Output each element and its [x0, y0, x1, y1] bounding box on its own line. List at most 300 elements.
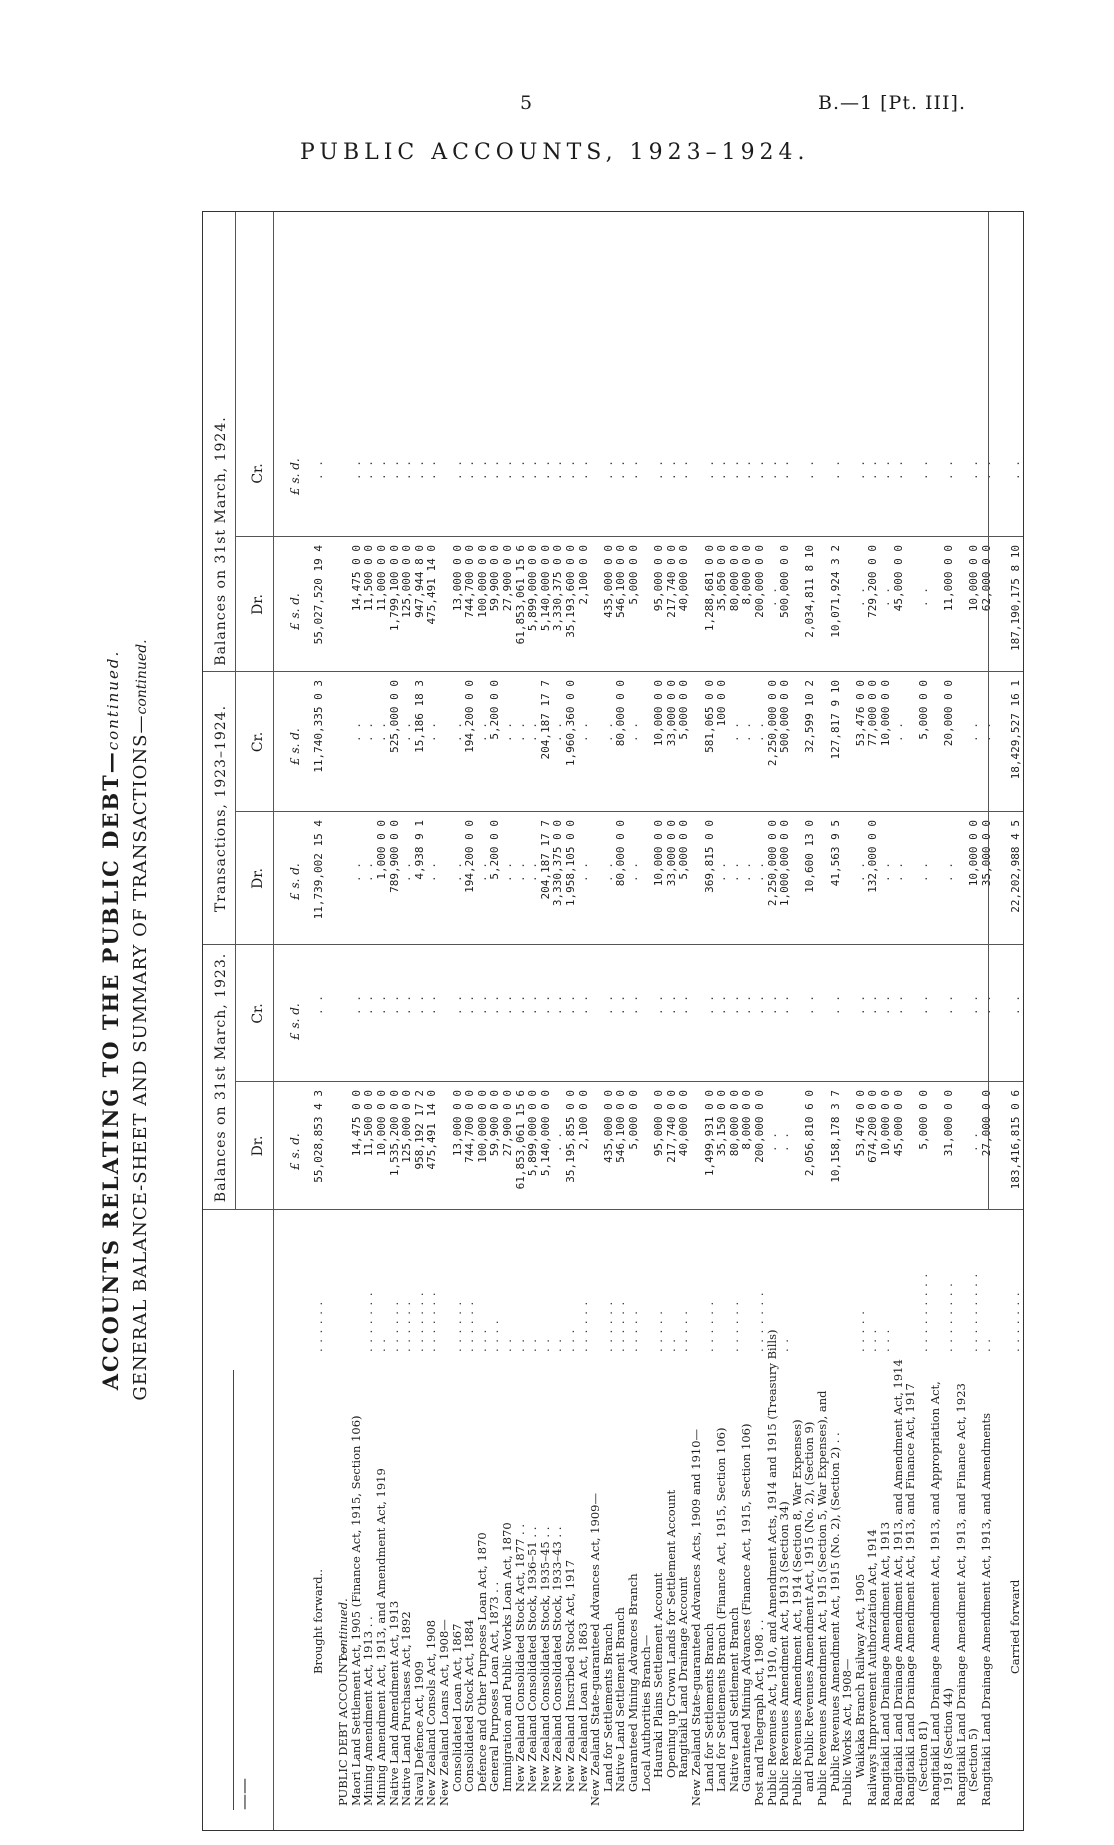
row-label: Rangitaiki Land Drainage Amendment Act, 1913, and Finance Act, 1917: [903, 1383, 918, 1806]
amount-cell: 11,739,002 15 4: [312, 820, 325, 920]
row-label: Public Revenues Amendment Act, 1915 (No. 2), (Section 2) . .: [827, 1432, 842, 1792]
group-header-transactions: Transactions, 1923–1924.: [213, 704, 229, 913]
empty-cell-dots: . .: [891, 722, 905, 742]
amount-cell: 435,000 0 0: [601, 1090, 615, 1163]
empty-cell-dots: . .: [425, 995, 439, 1015]
empty-cell-dots: . .: [564, 995, 577, 1015]
amount-cell: 27,000 0 0: [979, 1090, 993, 1157]
amount-cell: 369,815 0 0: [702, 820, 716, 893]
leader-dots: . .: [663, 1338, 678, 1352]
empty-cell-dots: . .: [450, 722, 464, 742]
row-label: Consolidated Loan Act, 1867: [449, 1623, 464, 1792]
row-label: Post and Telegraph Act, 1908 . .: [752, 1619, 766, 1806]
empty-cell-dots: . .: [664, 460, 678, 480]
empty-cell-dots: . .: [475, 862, 489, 882]
empty-cell-dots: . .: [425, 862, 439, 882]
leader-dots: . . .: [878, 1328, 892, 1352]
total-rule: [988, 212, 989, 1210]
row-label: Brought forward..: [311, 1569, 325, 1674]
amount-cell: 5,000 0 0: [916, 1090, 930, 1150]
leader-dots: . . . . . .: [600, 1300, 615, 1352]
amount-cell: 45,000 0 0: [891, 545, 905, 612]
empty-cell-dots: . .: [891, 862, 905, 882]
amount-cell: 2,250,000 0 0: [765, 820, 779, 907]
amount-cell: 204,187 17 7: [538, 680, 552, 760]
amount-cell: 2,034,811 8 10: [803, 545, 817, 638]
table-row: [1008, 210, 1023, 1830]
leader-dots: . . . . . .: [613, 1300, 628, 1352]
amount-cell: 217,740 0 0: [664, 545, 678, 618]
amount-cell: 35,195,855 0 0: [564, 1090, 577, 1183]
amount-cell: 95,000 0 0: [652, 1090, 666, 1157]
empty-cell-dots: . .: [576, 722, 590, 742]
amount-cell: 35,193,600 0 0: [564, 545, 577, 638]
amount-cell: 132,000 0 0: [866, 820, 880, 893]
amount-cell: 5,000 0 0: [627, 1090, 640, 1150]
amount-cell: 41,563 9 5: [828, 820, 842, 887]
amount-cell: 10,071,924 3 2: [828, 545, 842, 638]
leader-dots: . .: [537, 1338, 552, 1352]
row-label-suffix: continued.: [336, 1598, 351, 1660]
empty-cell-dots: . .: [627, 460, 640, 480]
rotated-ledger-page: [80, 195, 1040, 1845]
empty-cell-dots: . .: [765, 1132, 779, 1152]
empty-cell-dots: . .: [387, 995, 401, 1015]
row-label: New Zealand Inscribed Stock Act, 1917: [563, 1559, 577, 1792]
amount-cell: 11,500 0 0: [362, 545, 376, 612]
amount-cell: 5,000 0 0: [627, 545, 640, 605]
empty-cell-dots: . .: [576, 995, 590, 1015]
empty-cell-dots: . .: [627, 862, 640, 882]
empty-cell-dots: . .: [979, 722, 993, 742]
amount-cell: 4,938 9 1: [412, 820, 426, 880]
empty-cell-dots: . .: [627, 995, 640, 1015]
balance-sheet-table: [202, 211, 1024, 1831]
units-dr-1924: £ s. d.: [288, 593, 302, 630]
amount-cell: 127,817 9 10: [828, 680, 842, 760]
row-label: Public Revenues Amendment Act, 1913 (Section 34): [777, 1501, 792, 1806]
empty-cell-dots: . .: [349, 722, 363, 742]
leader-dots: . . . . . .: [726, 1300, 741, 1352]
empty-cell-dots: . .: [387, 460, 401, 480]
col-dr-transactions: Dr.: [250, 868, 266, 889]
amount-cell: 11,000 0 0: [375, 545, 388, 612]
empty-cell-dots: . .: [778, 460, 792, 480]
row-label: Local Authorities Branch—: [638, 1634, 653, 1792]
empty-cell-dots: . .: [475, 460, 489, 480]
amount-cell: 729,200 0 0: [866, 545, 880, 618]
row-label: Land for Settlements Branch (Finance Act, 1915, Section 106): [714, 1427, 729, 1792]
amount-cell: 194,200 0 0: [463, 820, 477, 893]
amount-cell: 187,190,175 8 10: [1009, 545, 1022, 651]
empty-cell-dots: . .: [967, 460, 981, 480]
amount-cell: 10,158,178 3 7: [828, 1090, 842, 1183]
empty-cell-dots: . .: [778, 995, 792, 1015]
amount-cell: 32,599 10 2: [803, 680, 817, 753]
empty-cell-dots: . .: [526, 722, 540, 742]
amount-cell: 100 0 0: [715, 680, 729, 727]
empty-cell-dots: . .: [576, 862, 590, 882]
empty-cell-dots: . .: [475, 995, 489, 1015]
amount-cell: 55,027,520 19 4: [312, 545, 325, 645]
row-label: Land for Settlements Branch: [600, 1622, 615, 1792]
empty-cell-dots: . .: [564, 460, 577, 480]
amount-cell: 3,330,375 0 0: [551, 545, 565, 632]
empty-cell-dots: . .: [753, 722, 766, 742]
row-label: Public Works Act, 1908—: [840, 1658, 855, 1806]
empty-cell-dots: . .: [551, 995, 565, 1015]
amount-cell: 15,186 18 3: [412, 680, 426, 753]
amount-cell: 59,900 0 0: [488, 1090, 502, 1157]
empty-cell-dots: . .: [740, 722, 754, 742]
amount-cell: 10,000 0 0: [652, 820, 666, 887]
amount-cell: 525,000 0 0: [387, 680, 401, 753]
empty-cell-dots: . .: [450, 460, 464, 480]
empty-cell-dots: . .: [362, 722, 376, 742]
amount-cell: 22,202,988 4 5: [1009, 820, 1022, 913]
amount-cell: 217,740 0 0: [664, 1090, 678, 1163]
amount-cell: 40,000 0 0: [677, 545, 691, 612]
amount-cell: 14,475 0 0: [349, 545, 363, 612]
empty-cell-dots: . .: [425, 460, 439, 480]
empty-cell-dots: . .: [891, 460, 905, 480]
empty-cell-dots: . .: [652, 995, 666, 1015]
empty-cell-dots: . .: [375, 722, 388, 742]
leader-dots: . . . . . .: [449, 1300, 464, 1352]
row-label: New Zealand Loans Act, 1908—: [437, 1619, 451, 1806]
empty-cell-dots: . .: [727, 460, 741, 480]
amount-cell: 674,200 0 0: [866, 1090, 880, 1163]
row-label: Railways Improvement Authorization Act, 1914: [865, 1529, 880, 1806]
empty-cell-dots: . .: [828, 995, 842, 1015]
amount-cell: 5,140,000 0 0: [538, 1090, 552, 1177]
empty-cell-dots: . .: [866, 460, 880, 480]
page-reference: B.—1 [Pt. III].: [818, 92, 967, 114]
leader-dots: . .: [550, 1338, 565, 1352]
empty-cell-dots: . .: [463, 995, 477, 1015]
row-label: Carried forward: [1008, 1579, 1022, 1674]
empty-cell-dots: . .: [501, 722, 514, 742]
empty-cell-dots: . .: [967, 1132, 981, 1152]
empty-cell-dots: . .: [526, 862, 540, 882]
amount-cell: 33,000 0 0: [664, 820, 678, 887]
col-cr-1924: Cr.: [250, 463, 266, 484]
empty-cell-dots: . .: [727, 722, 741, 742]
amount-cell: 546,100 0 0: [614, 545, 628, 618]
empty-cell-dots: . .: [765, 460, 779, 480]
amount-cell: 200,000 0 0: [753, 545, 766, 618]
empty-cell-dots: . .: [513, 862, 527, 882]
leader-dots: . . . . .: [626, 1310, 640, 1352]
row-label: Rangitaiki Land Drainage Amendment Act, 1913, and Appropriation Act,: [928, 1381, 943, 1806]
empty-cell-dots: . .: [677, 460, 691, 480]
amount-cell: 11,500 0 0: [362, 1090, 376, 1157]
empty-cell-dots: . .: [551, 1132, 565, 1152]
amount-cell: 14,475 0 0: [349, 1090, 363, 1157]
empty-cell-dots: . .: [942, 995, 955, 1015]
leader-dots: . . . . . . .: [424, 1291, 439, 1352]
empty-cell-dots: . .: [853, 995, 867, 1015]
empty-cell-dots: . .: [412, 995, 426, 1015]
row-label: Guaranteed Mining Advances (Finance Act, 1915, Section 106): [739, 1423, 754, 1792]
amount-cell: 500,000 0 0: [778, 545, 792, 618]
empty-cell-dots: . .: [803, 995, 817, 1015]
empty-cell-dots: . .: [715, 460, 729, 480]
empty-cell-dots: . .: [601, 995, 615, 1015]
empty-cell-dots: . .: [513, 995, 527, 1015]
amount-cell: 5,140,000 0 0: [538, 545, 552, 632]
amount-cell: 2,100 0 0: [576, 1090, 590, 1150]
empty-cell-dots: . .: [375, 460, 388, 480]
empty-cell-dots: . .: [312, 460, 325, 480]
empty-cell-dots: . .: [778, 1132, 792, 1152]
empty-cell-dots: . .: [828, 460, 842, 480]
empty-cell-dots: . .: [400, 995, 414, 1015]
empty-cell-dots: . .: [879, 862, 892, 882]
empty-cell-dots: . .: [916, 995, 930, 1015]
empty-cell-dots: . .: [753, 862, 766, 882]
empty-cell-dots: . .: [576, 460, 590, 480]
empty-cell-dots: . .: [727, 995, 741, 1015]
leader-dots: . . . . . . .: [361, 1291, 376, 1352]
group-header-1924: Balances on 31st March, 1924.: [213, 416, 229, 666]
ledger-sub-heading: [130, 195, 151, 1845]
empty-cell-dots: . .: [538, 460, 552, 480]
leader-dots: . . . . . .: [575, 1300, 590, 1352]
row-label: 1918 (Section 44): [941, 1688, 955, 1792]
amount-cell: 80,000 0 0: [727, 545, 741, 612]
empty-cell-dots: . .: [916, 862, 930, 882]
row-label: New Zealand State-guaranteed Advances Acts, 1909 and 1910—: [689, 1428, 703, 1806]
amount-cell: 1,958,105 0 0: [564, 820, 577, 907]
ledger-main-heading: [98, 195, 123, 1845]
empty-cell-dots: . .: [1009, 460, 1022, 480]
amount-cell: 77,000 0 0: [866, 680, 880, 747]
empty-cell-dots: . .: [979, 995, 993, 1015]
leader-dots: . . . . . . .: [1008, 1291, 1022, 1352]
row-label: Hauraki Plains Settlement Account: [651, 1572, 666, 1778]
amount-cell: 61,853,061 15 6: [513, 1090, 527, 1190]
row-label: Mining Amendment Act, 1913, and Amendment Act, 1919: [374, 1468, 388, 1806]
amount-cell: 1,960,360 0 0: [564, 680, 577, 767]
empty-cell-dots: . .: [614, 995, 628, 1015]
row-label: New Zealand Consolidated Stock, 1933–43 . .: [550, 1526, 565, 1792]
leader-dots: . .: [500, 1338, 514, 1352]
row-label: Rangitaiki Land Drainage Amendment Act, 1913: [878, 1521, 892, 1806]
col-cr-1923: Cr.: [250, 1003, 266, 1024]
amount-cell: 95,000 0 0: [652, 545, 666, 612]
amount-cell: 194,200 0 0: [463, 680, 477, 753]
empty-cell-dots: . .: [765, 995, 779, 1015]
amount-cell: 62,000 0 0: [979, 545, 993, 612]
empty-cell-dots: . .: [538, 995, 552, 1015]
empty-cell-dots: . .: [312, 995, 325, 1015]
amount-cell: 200,000 0 0: [753, 1090, 766, 1163]
empty-cell-dots: . .: [551, 722, 565, 742]
empty-cell-dots: . .: [412, 460, 426, 480]
amount-cell: 13,000 0 0: [450, 545, 464, 612]
col-cr-transactions: Cr.: [250, 731, 266, 753]
empty-cell-dots: . .: [513, 722, 527, 742]
amount-cell: 20,000 0 0: [942, 680, 955, 747]
empty-cell-dots: . .: [664, 995, 678, 1015]
amount-cell: 10,000 0 0: [375, 1090, 388, 1157]
row-label: Immigration and Public Works Loan Act, 1870: [500, 1522, 514, 1792]
units-cr-1924: £ s. d.: [288, 458, 302, 495]
amount-cell: 958,192 17 2: [412, 1090, 426, 1170]
row-label: Public Revenues Amendment Act, 1914 (Section 8, War Expenses): [789, 1419, 804, 1806]
amount-cell: 33,000 0 0: [664, 680, 678, 747]
row-label: New Zealand Consolidated Stock, 1936–51 . .: [525, 1526, 540, 1792]
empty-cell-dots: . .: [740, 995, 754, 1015]
leader-dots: . . . . .: [676, 1310, 691, 1352]
amount-cell: 5,200 0 0: [488, 820, 502, 880]
amount-cell: 1,499,931 0 0: [702, 1090, 716, 1177]
amount-cell: 18,429,527 16 1: [1009, 680, 1022, 780]
ledger-main-heading-suffix: continued.: [104, 649, 122, 751]
header-rule: [235, 212, 236, 1210]
amount-cell: 35,150 0 0: [715, 1090, 729, 1157]
amount-cell: 204,187 17 7: [538, 820, 552, 900]
amount-cell: 10,000 0 0: [879, 680, 892, 747]
row-label: Waikaka Branch Railway Act, 1905: [852, 1573, 867, 1778]
amount-cell: 53,476 0 0: [853, 680, 867, 747]
amount-cell: 59,900 0 0: [488, 545, 502, 612]
row-label: Consolidated Stock Act, 1884: [462, 1619, 477, 1792]
header-rule: [273, 212, 274, 1830]
amount-cell: 27,900 0 0: [501, 545, 514, 612]
amount-cell: 13,000 0 0: [450, 1090, 464, 1157]
amount-cell: 3,330,375 0 0: [551, 820, 565, 907]
leader-dots: . . .: [474, 1328, 489, 1352]
amount-cell: 5,000 0 0: [916, 680, 930, 740]
amount-cell: 55,028,853 4 3: [312, 1090, 325, 1183]
amount-cell: 744,700 0 0: [463, 1090, 477, 1163]
empty-cell-dots: . .: [702, 460, 716, 480]
ledger-sub-heading-suffix: continued.: [134, 639, 150, 715]
empty-cell-dots: . .: [400, 722, 414, 742]
row-label: (Section 81): [915, 1720, 930, 1792]
empty-cell-dots: . .: [879, 995, 892, 1015]
empty-cell-dots: . .: [400, 862, 414, 882]
empty-cell-dots: . .: [400, 460, 414, 480]
empty-cell-dots: . .: [715, 862, 729, 882]
empty-cell-dots: . .: [967, 722, 981, 742]
amount-cell: 45,000 0 0: [891, 1090, 905, 1157]
units-dr-1923: £ s. d.: [288, 1133, 302, 1170]
empty-cell-dots: . .: [967, 995, 981, 1015]
amount-cell: 1,000,000 0 0: [778, 820, 792, 907]
leader-dots: . .: [374, 1338, 388, 1352]
row-label: Guaranteed Mining Advances Branch: [626, 1573, 640, 1792]
amount-cell: 5,200 0 0: [488, 680, 502, 740]
leader-dots: . . . . . . . . .: [915, 1272, 930, 1352]
empty-cell-dots: . .: [349, 862, 363, 882]
col-dr-1924: Dr.: [250, 594, 266, 615]
leader-dots: . . . . . .: [399, 1300, 414, 1352]
col-dr-1923: Dr.: [250, 1135, 266, 1157]
empty-cell-dots: . .: [652, 460, 666, 480]
page-number: 5: [520, 92, 533, 114]
leader-dots: . . . . . .: [386, 1300, 401, 1352]
description-header: ——: [233, 1370, 253, 1810]
amount-cell: 10,000 0 0: [879, 1090, 892, 1157]
row-label: Defence and Other Purposes Loan Act, 1870: [474, 1532, 489, 1792]
empty-cell-dots: . .: [501, 460, 514, 480]
amount-cell: 53,476 0 0: [853, 1090, 867, 1157]
row-label: Native Land Purchases Act, 1892: [399, 1611, 414, 1806]
units-cr-transactions: £ s. d.: [288, 728, 302, 765]
empty-cell-dots: . .: [765, 587, 779, 607]
amount-cell: 10,000 0 0: [652, 680, 666, 747]
amount-cell: 35,000 0 0: [979, 820, 993, 887]
empty-cell-dots: . .: [979, 460, 993, 480]
empty-cell-dots: . .: [601, 862, 615, 882]
leader-dots: . . . .: [487, 1319, 502, 1352]
empty-cell-dots: . .: [942, 460, 955, 480]
empty-cell-dots: . .: [866, 995, 880, 1015]
row-label: Naval Defence Act, 1909: [411, 1661, 426, 1806]
empty-cell-dots: . .: [450, 995, 464, 1015]
empty-cell-dots: . .: [753, 460, 766, 480]
empty-cell-dots: . .: [526, 460, 540, 480]
empty-cell-dots: . .: [349, 460, 363, 480]
empty-cell-dots: . .: [702, 995, 716, 1015]
row-label: New Zealand Consols Act, 1908: [424, 1619, 439, 1806]
leader-dots: . . . . . .: [311, 1300, 325, 1352]
empty-cell-dots: . .: [362, 995, 376, 1015]
empty-cell-dots: . .: [803, 460, 817, 480]
row-label: New Zealand Loan Act, 1863: [575, 1622, 590, 1792]
amount-cell: 125,000 0 0: [400, 1090, 414, 1163]
amount-cell: 10,600 13 0: [803, 820, 817, 893]
amount-cell: 475,491 14 0: [425, 1090, 439, 1170]
empty-cell-dots: . .: [450, 862, 464, 882]
row-label: Native Land Settlement Branch: [613, 1607, 628, 1792]
amount-cell: 581,065 0 0: [702, 680, 716, 753]
leader-dots: . . . . . .: [701, 1300, 716, 1352]
empty-cell-dots: . .: [891, 995, 905, 1015]
leader-dots: . . . . . . .: [411, 1291, 426, 1352]
empty-cell-dots: . .: [942, 862, 955, 882]
units-dr-transactions: £ s. d.: [288, 863, 302, 900]
amount-cell: 435,000 0 0: [601, 545, 615, 618]
amount-cell: 546,100 0 0: [614, 1090, 628, 1163]
row-label: Rangitaiki Land Drainage Amendment Act, 1913, and Amendment Act, 1914: [890, 1359, 905, 1806]
empty-cell-dots: . .: [551, 460, 565, 480]
group-header-1923: Balances on 31st March, 1923.: [213, 952, 229, 1203]
empty-cell-dots: . .: [614, 460, 628, 480]
table-row: [991, 210, 1006, 1830]
amount-cell: 1,000 0 0: [375, 820, 388, 880]
amount-cell: 80,000 0 0: [614, 680, 628, 747]
leader-dots: . . .: [865, 1328, 880, 1352]
row-label: Public Revenues Amendment Act, 1915 (Section 5, War Expenses), and: [815, 1390, 829, 1806]
empty-cell-dots: . .: [740, 862, 754, 882]
ledger-sub-heading-text: GENERAL BALANCE-SHEET AND SUMMARY OF TRANSACTIONS—: [130, 714, 151, 1401]
amount-cell: 61,853,061 15 6: [513, 545, 527, 645]
row-label: Opening up Crown Lands for Settlement Account: [663, 1489, 678, 1778]
amount-cell: 5,899,000 0 0: [526, 1090, 540, 1177]
empty-cell-dots: . .: [601, 722, 615, 742]
amount-cell: 5,000 0 0: [677, 820, 691, 880]
amount-cell: 100,000 0 0: [475, 545, 489, 618]
leader-dots: . . . . . . . .: [941, 1282, 955, 1352]
units-cr-1923: £ s. d.: [288, 1003, 302, 1040]
empty-cell-dots: . .: [475, 722, 489, 742]
row-label: General Purposes Loan Act, 1873 . .: [487, 1581, 502, 1792]
leader-dots: . .: [512, 1338, 527, 1352]
